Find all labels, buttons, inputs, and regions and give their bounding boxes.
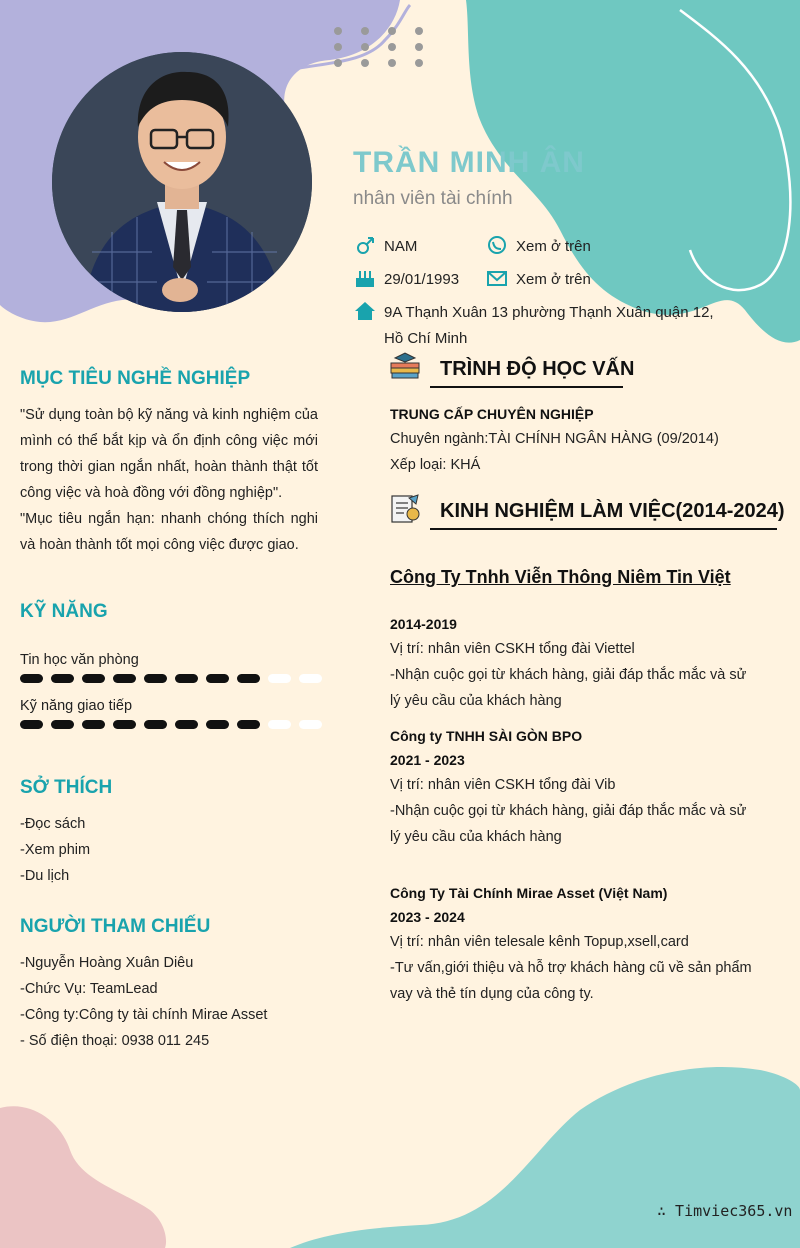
phone-icon [486, 235, 508, 255]
reference-item: -Chức Vụ: TeamLead [20, 981, 158, 997]
skill-dot [51, 674, 74, 683]
skill-dot-empty [299, 674, 322, 683]
skill-dot [144, 674, 167, 683]
experience-period3: 2023 - 2024 [390, 909, 465, 925]
education-heading: TRÌNH ĐỘ HỌC VẤN [440, 358, 635, 380]
hobbies-list [20, 811, 90, 889]
teal-blob-bottom [290, 1067, 800, 1248]
education-school: TRUNG CẤP CHUYÊN NGHIỆP [390, 406, 594, 422]
job-title: nhân viên tài chính [353, 188, 513, 209]
objective-para1: "Sử dụng toàn bộ kỹ năng và kinh nghiệm của mình có thể bắt kịp và ổn định công việc mới trong thời gian ngắn nhất, hoàn thành thật tốt công việc và hoà đồng với đồng nghiệp". [20, 407, 318, 501]
skill-dot-empty [268, 720, 291, 729]
candidate-name: TRẦN MINH ÂN [353, 146, 585, 179]
experience-heading: KINH NGHIỆM LÀM VIỆC(2014-2024) [440, 500, 785, 522]
hobby-item: -Đọc sách [20, 816, 86, 832]
birthday-cake-icon [354, 268, 376, 288]
skill-dot [175, 720, 198, 729]
objective-text [20, 402, 318, 558]
gender-value: NAM [384, 238, 418, 255]
reference-item: -Công ty:Công ty tài chính Mirae Asset [20, 1007, 268, 1023]
experience-position3: Vị trí: nhân viên telesale kênh Topup,xsell,card [390, 934, 689, 950]
reference-item: -Nguyễn Hoàng Xuân Diêu [20, 955, 194, 971]
skill-dot [51, 720, 74, 729]
skill-rating-office [20, 674, 322, 683]
education-underline [430, 386, 623, 388]
birthday-value: 29/01/1993 [384, 271, 460, 288]
experience-position2: Vị trí: nhân viên CSKH tổng đài Vib [390, 777, 616, 793]
skill-dot [113, 720, 136, 729]
home-icon [354, 301, 376, 321]
skill-dot [175, 674, 198, 683]
footer-brand: ∴ Timviec365.vn [657, 1202, 793, 1220]
profile-photo [52, 52, 312, 312]
skill-dot [20, 720, 43, 729]
objective-heading: MỤC TIÊU NGHỀ NGHIỆP [20, 368, 251, 389]
hobbies-heading: SỞ THÍCH [20, 777, 113, 798]
skill-dot [144, 720, 167, 729]
skill-dot-empty [268, 674, 291, 683]
skill-dot [237, 674, 260, 683]
experience-period2: 2021 - 2023 [390, 752, 465, 768]
skill-dot [82, 674, 105, 683]
education-books-icon [389, 350, 421, 382]
email-value: Xem ở trên [516, 271, 591, 288]
reference-list [20, 950, 267, 1054]
experience-company2: Công ty TNHH SÀI GÒN BPO [390, 728, 583, 744]
skill-dot-empty [299, 720, 322, 729]
skill-label-office: Tin học văn phòng [20, 652, 139, 668]
skill-label-communication: Kỹ năng giao tiếp [20, 698, 133, 714]
gender-icon [354, 236, 376, 256]
skill-dot [113, 674, 136, 683]
reference-item: - Số điện thoại: 0938 011 245 [20, 1033, 210, 1049]
address-line2: Hồ Chí Minh [384, 330, 468, 347]
experience-desc2: -Nhận cuộc gọi từ khách hàng, giải đáp thắc mắc và sử lý yêu cầu của khách hàng [390, 803, 747, 845]
address-line1: 9A Thạnh Xuân 13 phường Thạnh Xuân quận 12, [384, 304, 714, 321]
pink-blob [0, 1106, 166, 1248]
experience-clipboard-icon [389, 492, 421, 524]
skills-heading: KỸ NĂNG [20, 601, 108, 622]
skill-dot [20, 674, 43, 683]
reference-heading: NGƯỜI THAM CHIẾU [20, 916, 211, 937]
skill-dot [237, 720, 260, 729]
experience-desc3: -Tư vấn,giới thiệu và hỗ trợ khách hàng cũ về sản phẩm vay và thẻ tín dụng của công ty. [390, 960, 752, 1002]
skill-dot [206, 720, 229, 729]
email-icon [486, 269, 508, 289]
education-major: Chuyên ngành:TÀI CHÍNH NGÂN HÀNG (09/2014) [390, 431, 719, 447]
hobby-item: -Xem phim [20, 842, 91, 858]
experience-period1: 2014-2019 [390, 616, 457, 632]
experience-company1: Công Ty Tnhh Viễn Thông Niêm Tin Việt [390, 567, 731, 587]
objective-para2: "Mục tiêu ngắn hạn: nhanh chóng thích nghi và hoàn thành tốt mọi công việc được giao. [20, 511, 318, 553]
experience-underline [430, 528, 777, 530]
phone-value: Xem ở trên [516, 238, 591, 255]
experience-position1: Vị trí: nhân viên CSKH tổng đài Viettel [390, 641, 635, 657]
portrait-illustration [52, 52, 312, 312]
skill-dot [82, 720, 105, 729]
skill-rating-communication [20, 720, 322, 729]
experience-desc1: -Nhận cuộc gọi từ khách hàng, giải đáp thắc mắc và sử lý yêu cầu của khách hàng [390, 667, 747, 709]
skill-dot [206, 674, 229, 683]
experience-company3: Công Ty Tài Chính Mirae Asset (Việt Nam) [390, 885, 668, 901]
education-grade: Xếp loại: KHÁ [390, 457, 481, 473]
hobby-item: -Du lịch [20, 868, 70, 884]
